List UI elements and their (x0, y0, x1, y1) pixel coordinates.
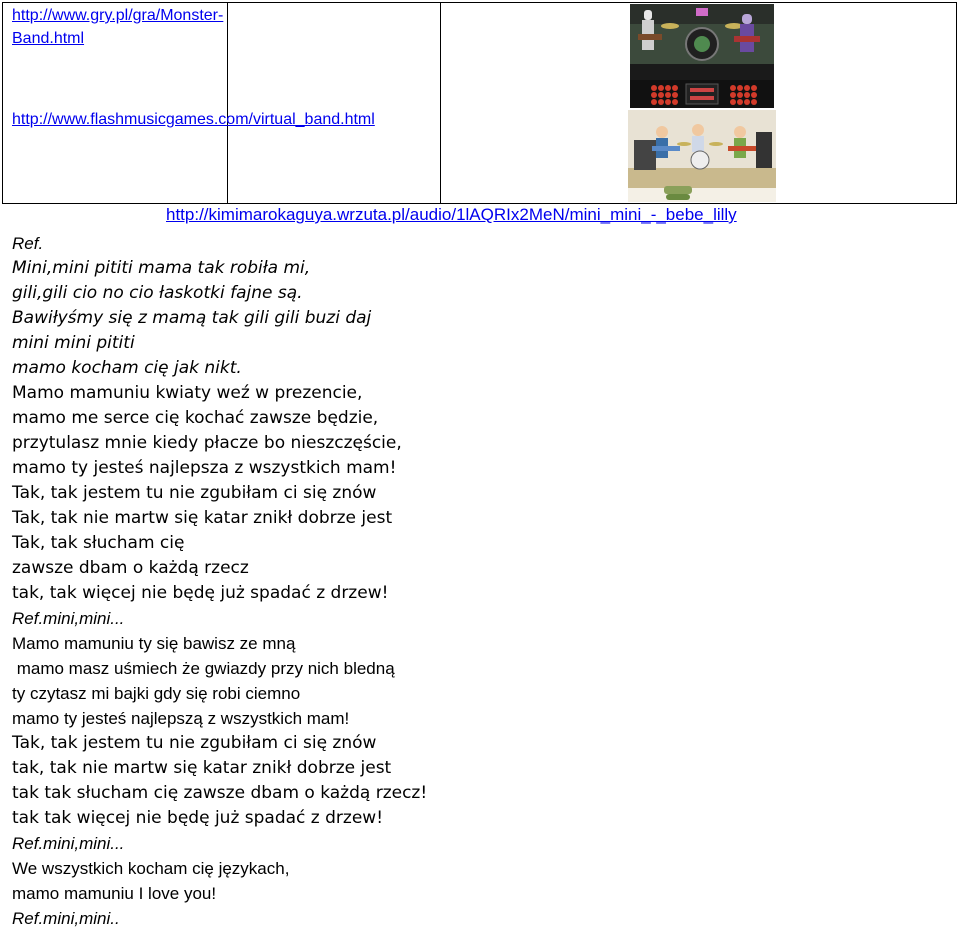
lyrics-line: mamo masz uśmiech że gwiazdy przy nich bledną (12, 659, 395, 678)
lyrics-line: gili,gili cio no cio łaskotki fajne są. (12, 283, 303, 303)
lyrics-line: mamo ty jesteś najlepszą z wszystkich mam! (12, 709, 350, 728)
lyrics-line: mini mini pititi (12, 333, 135, 353)
link-gry[interactable]: http://www.gry.pl/gra/Monster-Band.html (12, 7, 224, 47)
lyrics-line: Tak, tak nie martw się katar znikł dobrze jest (12, 508, 393, 528)
lyrics-line: mamo mamuniu I love you! (12, 884, 217, 903)
lyrics-line: Ref. (12, 234, 44, 253)
link-flashmusicgames[interactable]: http://www.flashmusicgames.com/virtual_band.html (12, 111, 375, 128)
lyrics-line: Ref.mini,mini... (12, 609, 125, 628)
lyrics-line: Tak, tak jestem tu nie zgubiłam ci się znów (12, 733, 377, 753)
lyrics (12, 231, 942, 931)
lyrics-line: Mamo mamuniu kwiaty weź w prezencie, (12, 383, 363, 403)
lyrics-line: zawsze dbam o każdą rzecz (12, 558, 249, 578)
lyrics-line: tak, tak więcej nie będę już spadać z drzew! (12, 583, 389, 603)
lyrics-line: tak, tak nie martw się katar znikł dobrze jest (12, 758, 392, 778)
lyrics-line: tak tak słucham cię zawsze dbam o każdą rzecz! (12, 783, 428, 803)
lyrics-line: mamo me serce cię kochać zawsze będzie, (12, 408, 379, 428)
lyrics-line: mamo ty jesteś najlepsza z wszystkich mam! (12, 458, 397, 478)
lyrics-line: Ref.mini,mini.. (12, 909, 120, 928)
lyrics-line: przytulasz mnie kiedy płacze bo nieszczęście, (12, 433, 402, 453)
lyrics-line: mamo kocham cię jak nikt. (12, 358, 242, 378)
lyrics-line: tak tak więcej nie będę już spadać z drzew! (12, 808, 384, 828)
lyrics-line: Ref.mini,mini... (12, 834, 125, 853)
lyrics-line: ty czytasz mi bajki gdy się robi ciemno (12, 684, 301, 703)
lyrics-line: Tak, tak słucham cię (12, 533, 185, 553)
lyrics-line: Tak, tak jestem tu nie zgubiłam ci się znów (12, 483, 377, 503)
monster-band-image (630, 4, 774, 108)
lyrics-line: Mini,mini pititi mama tak robiła mi, (12, 258, 311, 278)
link-wrzuta[interactable]: http://kimimarokaguya.wrzuta.pl/audio/1lAQRIx2MeN/mini_mini_-_bebe_lilly (166, 205, 737, 224)
lyrics-line: Mamo mamuniu ty się bawisz ze mną (12, 634, 296, 653)
empty-cell (228, 3, 441, 204)
lyrics-line: Bawiłyśmy się z mamą tak gili gili buzi daj (12, 308, 372, 328)
virtual-band-image (628, 110, 776, 202)
lyrics-line: We wszystkich kocham cię językach, (12, 859, 290, 878)
